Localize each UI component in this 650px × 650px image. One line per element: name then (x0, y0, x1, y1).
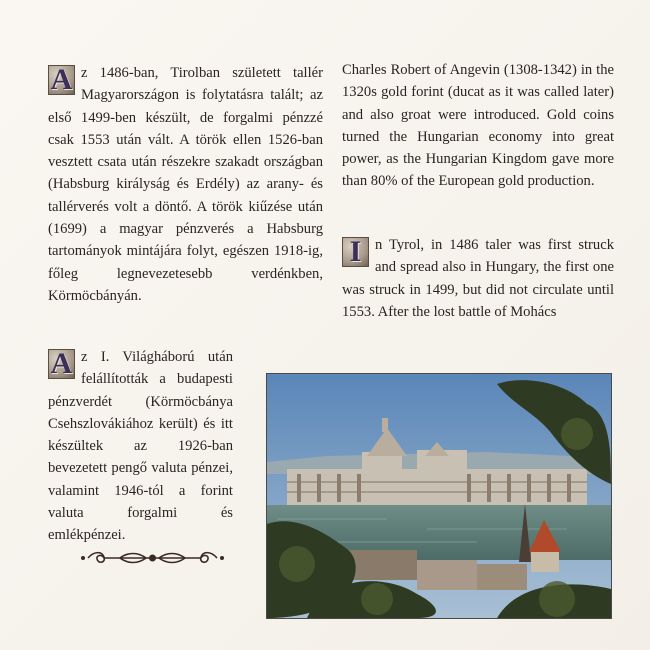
hungarian-paragraph-1-text: z 1486-ban, Tirolban született tallér Magyarországon is folytatásra talált; az első 1499-ben készült, de forgalmi pénzzé csak 1553 után vált. A török ellen 1526-ban vesztett csata után részekre szakadt országban (Habsburg királyság és Erdély) az arany- és tallérverés volt a döntő. A török kiűzése után (1699) a magyar pénzverés a Habsburg tartományok mintájára folyt, egészen 1918-ig, főleg legnevezetesebb verdénkben, Körmöcbányán. (48, 65, 323, 304)
drop-cap-a-2: A (48, 349, 75, 379)
scroll-divider-icon (80, 548, 225, 568)
hungarian-paragraph-2-text: z I. Világháború után felállították a budapesti pénzverdét (Körmöcbánya Csehszlovákiához került) és itt készültek az 1926-ban bevezetett pengő valuta pénzei, valamint 1946-tól a forint valuta forgalmi és emlékpénzei. (48, 349, 233, 544)
parliament-photo (266, 373, 612, 619)
english-paragraph-2 (342, 234, 614, 323)
english-paragraph-1 (342, 59, 614, 193)
drop-cap-a-1: A (48, 65, 75, 95)
english-paragraph-1-text: Charles Robert of Angevin (1308-1342) in the 1320s gold forint (ducat as it was called later) and also groat were introduced. Gold coins turned the Hungarian economy into great power, as the Hungarian Kingdom gave more than 80% of the European gold production. (342, 62, 614, 190)
hungarian-paragraph-2 (48, 346, 233, 547)
hungarian-paragraph-1 (48, 62, 323, 307)
drop-cap-i: I (342, 237, 369, 267)
english-paragraph-2-text: n Tyrol, in 1486 taler was first struck and spread also in Hungary, the first one was struck in 1499, but did not circulate until 1553. After the lost battle of Mohács (342, 237, 614, 320)
